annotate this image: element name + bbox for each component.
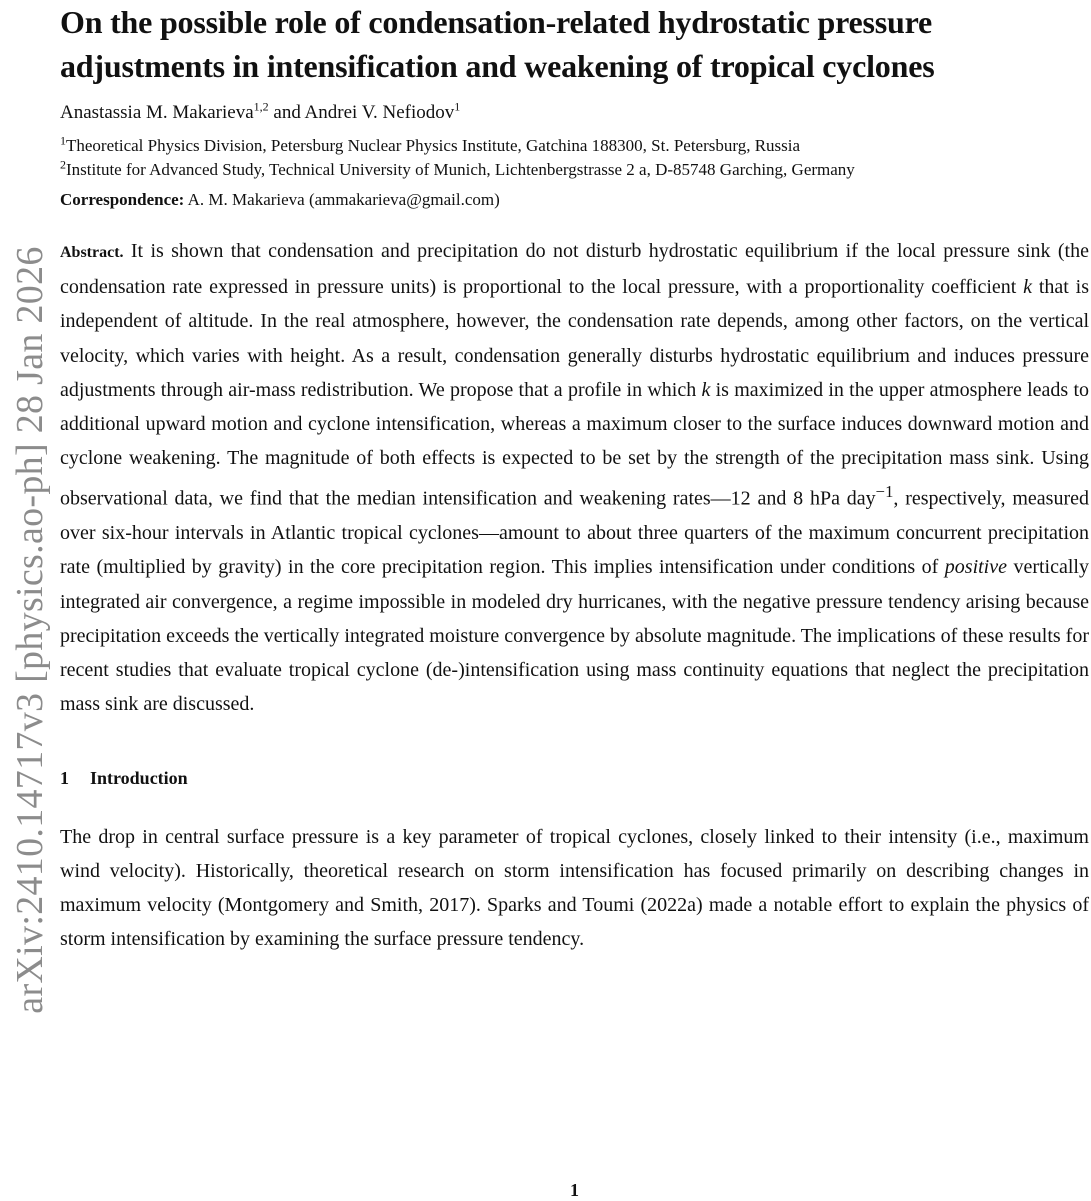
emphasized-text: positive — [944, 556, 1007, 579]
section-number: 1 — [60, 767, 69, 788]
abstract — [60, 234, 1089, 722]
page-number: 1 — [570, 1180, 579, 1200]
author-affiliation-marker: 1,2 — [253, 99, 269, 114]
paper-title: On the possible role of condensation-related hydrostatic pressure adjustments in intensification and weakening of tropical cyclones — [60, 4, 935, 84]
author-name: Andrei V. Nefiodov — [304, 102, 455, 123]
author-conjunction: and — [268, 102, 305, 123]
author-name: Anastassia M. Makarieva — [60, 102, 254, 123]
math-symbol: k — [701, 378, 711, 401]
affiliation-list — [60, 134, 1089, 182]
correspondence-label: Correspondence: — [60, 190, 185, 209]
affiliation — [60, 158, 1089, 182]
paper-page — [60, 0, 1090, 1200]
author-list — [60, 100, 1089, 126]
correspondence-contact: A. M. Makarieva (ammakarieva@gmail.com) — [184, 190, 500, 209]
arxiv-identifier: arXiv:2410.14717v3 [physics.ao-ph] 28 Jan 2026 — [9, 246, 51, 1014]
affiliation-text: Theoretical Physics Division, Petersburg Nuclear Physics Institute, Gatchina 188300, St. Petersburg, Russia — [66, 136, 801, 155]
math-number: 8 — [793, 488, 804, 511]
abstract-text: hPa day — [803, 488, 876, 511]
arxiv-stamp — [0, 0, 60, 1200]
abstract-text: is maximized in the upper atmosphere leads to additional upward motion and cyclone intensification, whereas a maximum closer to the surface induces downward motion and cyclone weakening. The magnitude of both effects is expected to be set by the strength of the precipitation mass sink. Using observational data, we find that the median intensification and weakening rates— — [60, 378, 1090, 511]
math-exponent: −1 — [875, 482, 894, 502]
abstract-text: and — [750, 488, 794, 511]
abstract-text: It is shown that condensation and precipitation do not disturb hydrostatic equilibrium if the local pressure sink (the condensation rate expressed in pressure units) is proportional to the local pressure, with a proportionality coefficient — [60, 240, 1089, 299]
affiliation-marker: 1 — [60, 133, 66, 148]
correspondence — [60, 188, 1089, 212]
abstract-text: that is independent of altitude. In the real atmosphere, however, the condensation rate depends, among other factors, on the vertical velocity, which varies with height. As a result, condensation generally disturbs hydrostatic equilibrium and induces pressure adjustments through air-mass redistribution. We propose that a profile in which — [60, 276, 1089, 401]
math-symbol: k — [1023, 276, 1033, 299]
affiliation-text: Institute for Advanced Study, Technical University of Munich, Lichtenbergstrasse 2 a, D-85748 Garching, Germany — [66, 160, 855, 179]
section-title: Introduction — [90, 767, 188, 788]
abstract-label: Abstract. — [60, 244, 124, 261]
affiliation-marker: 2 — [60, 157, 66, 172]
body-paragraph: The drop in central surface pressure is a key parameter of tropical cyclones, closely linked to their intensity (i.e., maximum wind velocity). Historically, theoretical research on storm intensification has focused primarily on describing changes in maximum velocity (Montgomery and Smith, 2017). Sparks and Toumi (2022a) made a notable effort to explain the physics of storm intensification by examining the surface pressure tendency. — [60, 825, 1089, 951]
affiliation — [60, 134, 1089, 158]
author-affiliation-marker: 1 — [454, 99, 461, 114]
section-heading — [60, 766, 1089, 790]
math-number: 12 — [730, 488, 751, 511]
abstract-text: vertically integrated air convergence, a regime impossible in modeled dry hurricanes, with the negative pressure tendency arising because precipitation exceeds the vertically integrated moisture convergence by absolute magnitude. The implications of these results for recent studies that evaluate tropical cyclone (de-)intensification using mass continuity equations that neglect the precipitation mass sink are discussed. — [60, 556, 1089, 716]
abstract-text: , respectively, measured over six-hour intervals in Atlantic tropical cyclones—amount to about three quarters of the maximum concurrent precipitation rate (multiplied by gravity) in the core precipitation region. This implies intensification under conditions of — [60, 488, 1089, 579]
